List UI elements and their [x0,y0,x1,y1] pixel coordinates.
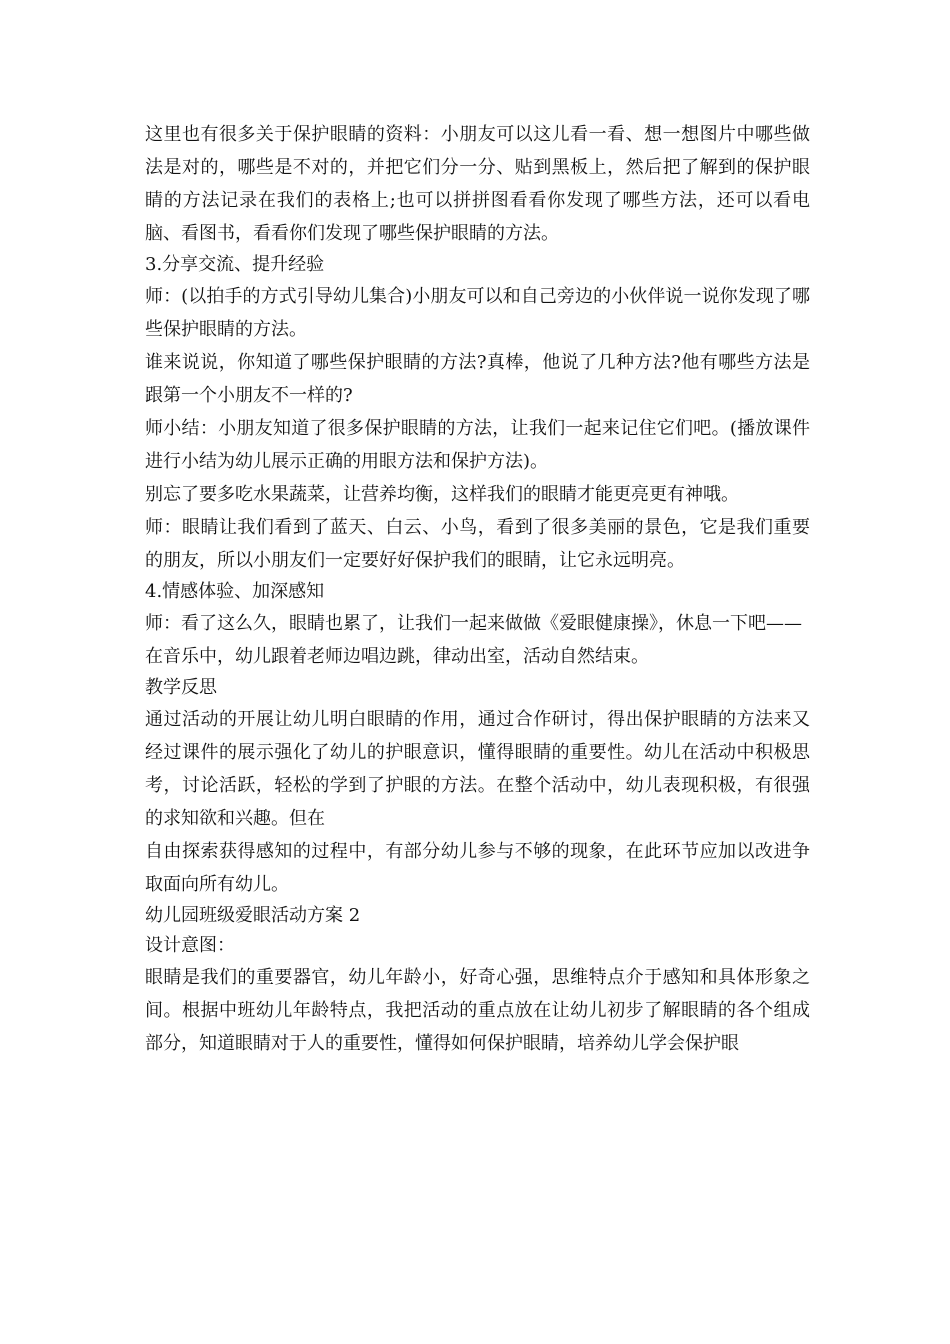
paragraph-reflection-body: 通过活动的开展让幼儿明白眼睛的作用，通过合作研讨，得出保护眼睛的方法来又经过课件的展示强化了幼儿的护眼意识，懂得眼睛的重要性。幼儿在活动中积极思考，讨论活跃，轻松的学到了护眼的方法。在整个活动中，幼儿表现积极，有很强的求知欲和兴趣。但在 [145,709,810,829]
section-heading-plan-2: 幼儿园班级爱眼活动方案 2 [145,905,361,926]
paragraph-eat-fruit: 别忘了要多吃水果蔬菜，让营养均衡，这样我们的眼睛才能更亮更有神哦。 [145,484,739,505]
section-heading-design-intent: 设计意图： [145,935,235,956]
paragraph-reflection-improve: 自由探索获得感知的过程中，有部分幼儿参与不够的现象，在此环节应加以改进争取面向所有幼儿。 [145,841,810,895]
section-heading-reflection: 教学反思 [145,677,217,698]
paragraph-eyes-friend: 师：眼睛让我们看到了蓝天、白云、小鸟，看到了很多美丽的景色，它是我们重要的朋友，所以小朋友们一定要好好保护我们的眼睛，让它永远明亮。 [145,517,810,571]
paragraph-eye-materials: 这里也有很多关于保护眼睛的资料：小朋友可以这儿看一看、想一想图片中哪些做法是对的，哪些是不对的，并把它们分一分、贴到黑板上，然后把了解到的保护眼睛的方法记录在我们的表格上;也可以拼拼图看看你发现了哪些方法，还可以看电脑、看图书，看看你们发现了哪些保护眼睛的方法。 [145,124,810,244]
paragraph-music-end: 在音乐中，幼儿跟着老师边唱边跳，律动出室，活动自然结束。 [145,646,649,667]
paragraph-who-says: 谁来说说，你知道了哪些保护眼睛的方法?真棒，他说了几种方法?他有哪些方法是跟第一个小朋友不一样的? [145,352,810,406]
section-heading-emotion: 4.情感体验、加深感知 [145,581,325,602]
paragraph-eye-exercise: 师：看了这么久，眼睛也累了，让我们一起来做做《爱眼健康操》，休息一下吧—— [145,613,802,634]
paragraph-teacher-gather: 师：(以拍手的方式引导幼儿集合)小朋友可以和自己旁边的小伙伴说一说你发现了哪些保护眼睛的方法。 [145,286,810,340]
document-body [145,118,810,1060]
section-heading-share: 3.分享交流、提升经验 [145,254,325,275]
paragraph-teacher-summary: 师小结：小朋友知道了很多保护眼睛的方法，让我们一起来记住它们吧。(播放课件进行小结为幼儿展示正确的用眼方法和保护方法)。 [145,418,810,472]
paragraph-design-intent: 眼睛是我们的重要器官，幼儿年龄小，好奇心强，思维特点介于感知和具体形象之间。根据中班幼儿年龄特点，我把活动的重点放在让幼儿初步了解眼睛的各个组成部分，知道眼睛对于人的重要性，懂得如何保护眼睛，培养幼儿学会保护眼 [145,967,810,1054]
